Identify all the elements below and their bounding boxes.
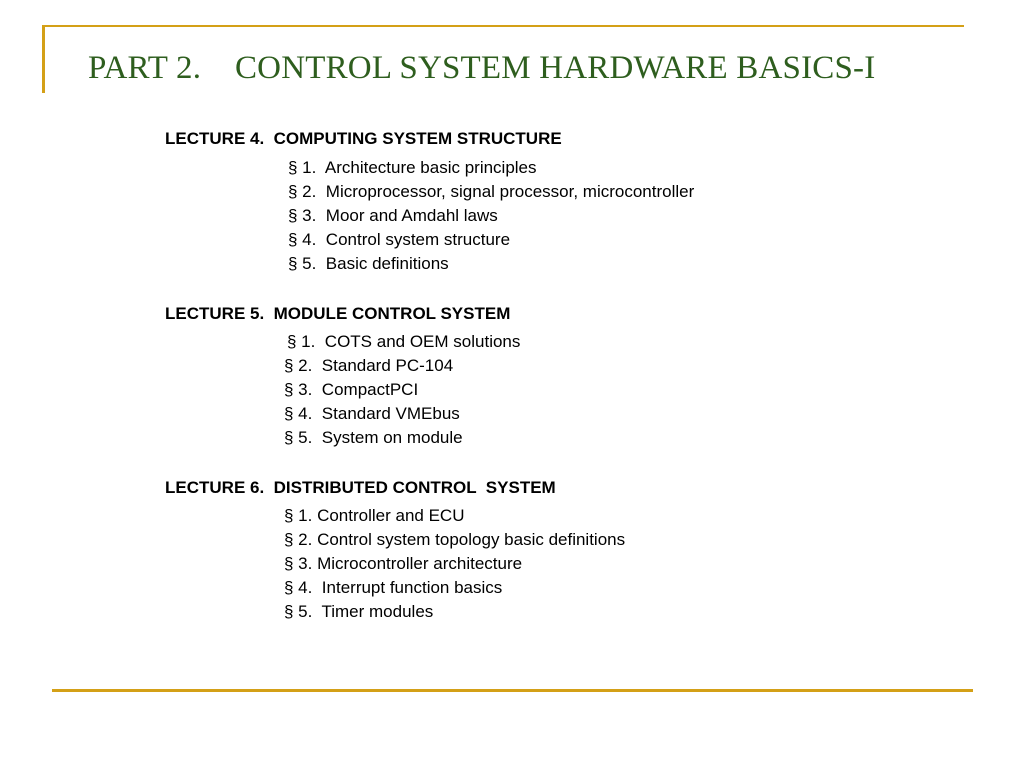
lecture-4-topic-4: § 4. Control system structure	[288, 230, 511, 249]
lecture-6-topic-4: § 4. Interrupt function basics	[284, 578, 503, 597]
lecture-6-topic-5: § 5. Timer modules	[284, 602, 434, 621]
bottom-accent-rule	[52, 689, 973, 692]
lecture-5-heading: LECTURE 5. MODULE CONTROL SYSTEM	[165, 304, 511, 323]
lecture-4-topic-5: § 5. Basic definitions	[288, 254, 449, 273]
lecture-6-topic-3: § 3. Microcontroller architecture	[284, 554, 523, 573]
lecture-4-topic-3: § 3. Moor and Amdahl laws	[288, 206, 498, 225]
lecture-5-topic-4: § 4. Standard VMEbus	[284, 404, 460, 423]
lecture-5-topic-2: § 2. Standard PC-104	[284, 356, 454, 375]
lecture-5-topic-3: § 3. CompactPCI	[284, 380, 419, 399]
lecture-6-topic-2: § 2. Control system topology basic definitions	[284, 530, 626, 549]
slide-title: PART 2. CONTROL SYSTEM HARDWARE BASICS-I	[88, 50, 876, 86]
top-accent-rule	[42, 25, 964, 27]
lecture-4-heading: LECTURE 4. COMPUTING SYSTEM STRUCTURE	[165, 129, 562, 148]
lecture-5-topic-5: § 5. System on module	[284, 428, 463, 447]
lecture-6-heading: LECTURE 6. DISTRIBUTED CONTROL SYSTEM	[165, 478, 556, 497]
lecture-5-topic-1: § 1. COTS and OEM solutions	[287, 332, 521, 351]
left-accent-rule	[42, 25, 45, 93]
lecture-6-topic-1: § 1. Controller and ECU	[284, 506, 465, 525]
lecture-4-topic-1: § 1. Architecture basic principles	[288, 158, 537, 177]
lecture-4-topic-2: § 2. Microprocessor, signal processor, microcontroller	[288, 182, 695, 201]
